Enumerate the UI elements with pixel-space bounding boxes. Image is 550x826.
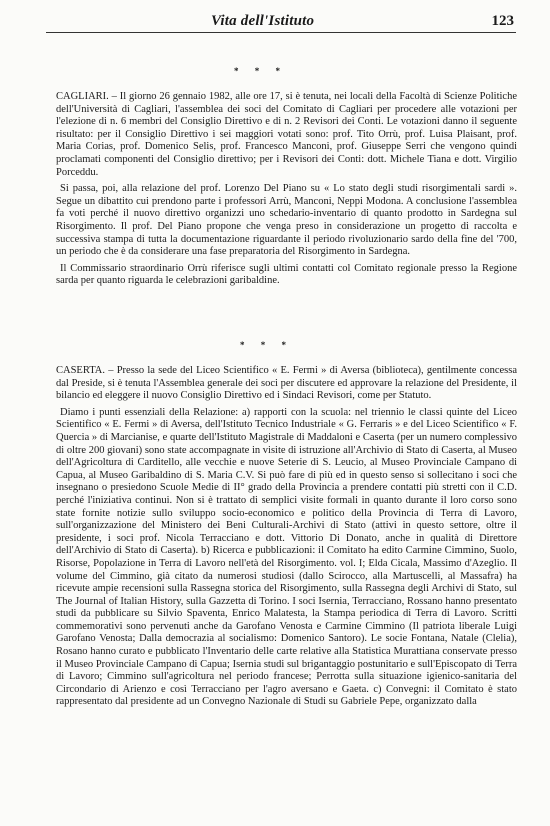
caserta-section [56,365,517,713]
header-title: Vita dell'Istituto [211,13,315,29]
cagliari-paragraph-2: Si passa, poi, alla relazione del prof. Lorenzo Del Piano su « Lo stato degli studi risorgimentali sardi ». Segue un dibattito cui prendono parte i professori Arrù, Manconi, Neppi Modona. A conclusione l'assemblea fa voti perché il nuovo direttivo organizzi uno schedario-inventario di quanto prodotto in Sardegna sul Risorgimento. Il prof. Del Piano propone che venga preso in considerazione un progetto di raccolta e successiva stampa di tutta la documentazione riguardante il periodo rivoluzionario sardo della fine del '700, un periodo che è da considerare una fase preparatoria del Risorgimento in Sardegna. [56,183,517,258]
cagliari-paragraph-1: CAGLIARI. – Il giorno 26 gennaio 1982, alle ore 17, si è tenuta, nei locali della Facoltà di Scienze Politiche dell'Università di Cagliari, l'assemblea dei soci del Comitato di Cagliari per procedere alle votazioni per l'elezione di n. 6 membri del Consiglio Direttivo e di n. 2 Revisori dei Conti. Le votazioni danno il seguente risultato: per il Consiglio Direttivo i sei maggiori votati sono: prof. Tito Orrù, prof. Luisa Plaisant, prof. Maria Corias, prof. Domenico Selis, prof. Francesco Manconi, prof. Giuseppe Serri che vengono quindi proclamati componenti del Consiglio direttivo; per i Revisori dei Conti: dott. Michele Tiana e dott. Virgilio Porceddu. [56,91,517,178]
cagliari-section [56,91,517,292]
page-number: 123 [491,13,514,29]
running-header [46,10,516,33]
section-separator: * * * [240,340,293,350]
section-separator: * * * [234,66,287,76]
caserta-paragraph-1: CASERTA. – Presso la sede del Liceo Scientifico « E. Fermi » di Aversa (biblioteca), gentilmente concessa dal Preside, si è tenuta l'Assemblea generale dei soci per discutere ed approvare la relazione del Presidente, il bilancio ed eleggere il nuovo Consiglio Direttivo ed i Sindaci Revisori, come per Statuto. [56,365,517,402]
cagliari-paragraph-3: Il Commissario straordinario Orrù riferisce sugli ultimi contatti col Comitato regionale presso la Regione sarda per quanto riguarda le celebrazioni garibaldine. [56,262,517,287]
caserta-paragraph-2: Diamo i punti essenziali della Relazione: a) rapporti con la scuola: nel triennio le classi quinte del Liceo Scientifico « E. Fermi » di Aversa, dell'Istituto Tecnico Industriale « G. Ferraris » e del Liceo Scientifico « F. Quercia » di Marcianise, e quarte dell'Istituto Magistrale di Maddaloni e Caserta (per un numero complessivo di oltre 200 giovani) sono state accompagnate in visite di istruzione all'Archivio di Stato di Caserta, al Museo dell'Agricoltura di Carditello, alle vecchie e nuove Seterie di S. Leucio, al Museo Provinciale Campano di Capua, al Museo Garibaldino di S. Maria C.V. Si può fare di più ed in questo senso si sollecitano i soci che insegnano o presiedono Scuole Medie di II° grado della Provincia a prendere contatti più stretti con il C.D. perché l'iniziativa continui. Non si è trattato di semplici visite formali in quanto durante il loro corso sono state fornite notizie sullo sviluppo socio-economico e politico della Provincia di Terra di Lavoro, sull'organizzazione del Ministero dei Beni Culturali-Archivi di Stato (attivi in questo settore, oltre il presidente, i soci prof. Nicola Terracciano e dott. Vittorio Di Donato, anche in qualità di Direttore dell'Archivio di Stato di Caserta). b) Ricerca e pubblicazioni: il Comitato ha edito Carmine Cimmino, Suolo, Risorse, Popolazione in Terra di Lavoro nell'età del Risorgimento. vol. I; Elda Cicala, Massimo d'Azeglio. Il volume del Cimmino, già citato da numerosi studiosi (dallo Scirocco, alla Martuscelli, al Massafra) ha ricevute ampie recensioni sulla Rassegna storica del Risorgimento, sulla Rassegna degli Archivi di Stato, sul The Journal of Italian History, sulla Gazzetta di Torino. I soci Isernia, Terracciano, Rossano hanno presentato studi da pubblicare su Silvio Spaventa, Enrico Malatesta, la Stampa periodica di Terra di Lavoro. Scritti commemorativi sono pervenuti anche da Garofano Venosta e Carmine Cimmino (Il patriota liberale Luigi Garofano Venosta; Dalla democrazia al socialismo: Domenico Santoro). Le socie Fontana, Natale (Clelia), Rosano hanno curato e pubblicato l'Inventario delle carte relative alla Statistica Murattiana conservate presso il Museo Provinciale Campano di Capua; Isernia studi sul brigantaggio postunitario e sull'Episcopato di Terra di Lavoro; Cimmino sull'agricoltura nel periodo francese; Perrotta sulla situazione igienico-sanitaria del Circondario di Arienzo e così Terracciano per l'agro aversano e Gaeta. c) Convegni: il Comitato è stato rappresentato dal presidente ad un Convegno Nazionale di Studi su Gabriele Pepe, organizzato dalla [56,406,517,708]
